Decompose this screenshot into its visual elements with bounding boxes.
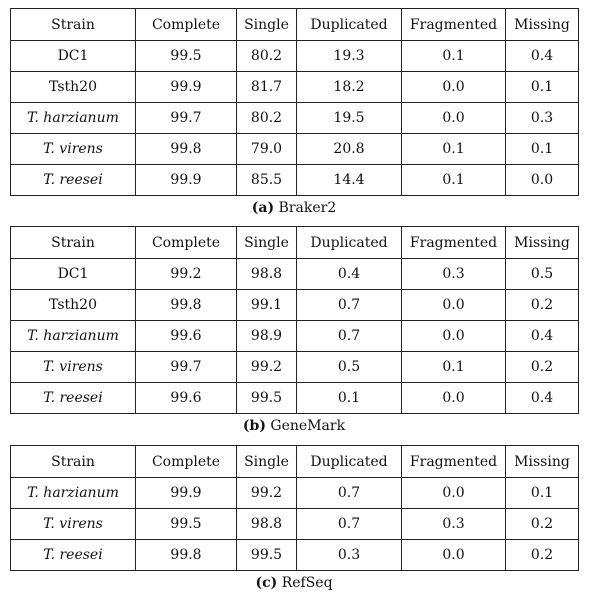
header-duplicated: Duplicated — [297, 227, 402, 259]
header-duplicated: Duplicated — [297, 9, 402, 41]
cell-complete: 99.8 — [136, 540, 237, 571]
header-single: Single — [237, 9, 297, 41]
cell-single: 81.7 — [237, 72, 297, 103]
cell-fragmented: 0.0 — [402, 383, 506, 414]
cell-strain: T. reesei — [11, 165, 136, 196]
cell-fragmented: 0.1 — [402, 134, 506, 165]
cell-strain: T. harzianum — [11, 321, 136, 352]
cell-missing: 0.2 — [506, 290, 579, 321]
table-row — [11, 165, 579, 196]
cell-complete: 99.6 — [136, 383, 237, 414]
cell-single: 80.2 — [237, 41, 297, 72]
table-row — [11, 509, 579, 540]
cell-missing: 0.4 — [506, 41, 579, 72]
cell-single: 79.0 — [237, 134, 297, 165]
cell-fragmented: 0.1 — [402, 165, 506, 196]
cell-fragmented: 0.1 — [402, 352, 506, 383]
cell-complete: 99.9 — [136, 165, 237, 196]
cell-complete: 99.8 — [136, 290, 237, 321]
table-caption — [10, 196, 578, 220]
cell-duplicated: 18.2 — [297, 72, 402, 103]
header-strain: Strain — [11, 9, 136, 41]
cell-missing: 0.2 — [506, 352, 579, 383]
cell-missing: 0.0 — [506, 165, 579, 196]
cell-fragmented: 0.0 — [402, 540, 506, 571]
cell-single: 85.5 — [237, 165, 297, 196]
caption-text: RefSeq — [281, 575, 333, 591]
table-refseq-block — [10, 445, 578, 595]
cell-missing: 0.4 — [506, 383, 579, 414]
header-single: Single — [237, 227, 297, 259]
cell-fragmented: 0.1 — [402, 41, 506, 72]
cell-single: 98.9 — [237, 321, 297, 352]
header-strain: Strain — [11, 227, 136, 259]
cell-duplicated: 19.5 — [297, 103, 402, 134]
cell-missing: 0.1 — [506, 478, 579, 509]
cell-missing: 0.1 — [506, 134, 579, 165]
cell-complete: 99.2 — [136, 259, 237, 290]
busco-table-genemark — [10, 226, 579, 414]
cell-complete: 99.7 — [136, 352, 237, 383]
cell-strain: T. harzianum — [11, 103, 136, 134]
table-row — [11, 540, 579, 571]
header-single: Single — [237, 446, 297, 478]
table-row — [11, 259, 579, 290]
table-row — [11, 383, 579, 414]
cell-single: 99.2 — [237, 478, 297, 509]
header-missing: Missing — [506, 446, 579, 478]
table-row — [11, 290, 579, 321]
table-genemark-block — [10, 226, 578, 438]
cell-strain: DC1 — [11, 41, 136, 72]
cell-missing: 0.3 — [506, 103, 579, 134]
header-row — [11, 9, 579, 41]
cell-strain: T. reesei — [11, 540, 136, 571]
cell-strain: DC1 — [11, 259, 136, 290]
cell-single: 98.8 — [237, 509, 297, 540]
cell-duplicated: 0.7 — [297, 321, 402, 352]
cell-complete: 99.5 — [136, 41, 237, 72]
cell-duplicated: 0.7 — [297, 290, 402, 321]
cell-duplicated: 14.4 — [297, 165, 402, 196]
cell-duplicated: 0.3 — [297, 540, 402, 571]
cell-strain: Tsth20 — [11, 72, 136, 103]
header-missing: Missing — [506, 227, 579, 259]
cell-complete: 99.9 — [136, 72, 237, 103]
cell-fragmented: 0.3 — [402, 259, 506, 290]
cell-duplicated: 0.7 — [297, 509, 402, 540]
caption-tag: (a) — [251, 200, 275, 216]
cell-single: 99.5 — [237, 383, 297, 414]
header-row — [11, 227, 579, 259]
cell-fragmented: 0.3 — [402, 509, 506, 540]
cell-single: 99.1 — [237, 290, 297, 321]
cell-duplicated: 0.7 — [297, 478, 402, 509]
header-missing: Missing — [506, 9, 579, 41]
cell-strain: T. reesei — [11, 383, 136, 414]
caption-text: Braker2 — [278, 200, 337, 216]
table-row — [11, 478, 579, 509]
table-row — [11, 352, 579, 383]
header-fragmented: Fragmented — [402, 446, 506, 478]
cell-missing: 0.5 — [506, 259, 579, 290]
busco-table-braker2 — [10, 8, 579, 196]
header-duplicated: Duplicated — [297, 446, 402, 478]
cell-missing: 0.1 — [506, 72, 579, 103]
header-fragmented: Fragmented — [402, 9, 506, 41]
table-row — [11, 321, 579, 352]
caption-tag: (b) — [242, 418, 266, 434]
cell-duplicated: 19.3 — [297, 41, 402, 72]
cell-fragmented: 0.0 — [402, 72, 506, 103]
cell-complete: 99.6 — [136, 321, 237, 352]
cell-duplicated: 0.5 — [297, 352, 402, 383]
table-braker2-block — [10, 8, 578, 220]
cell-single: 98.8 — [237, 259, 297, 290]
cell-duplicated: 0.1 — [297, 383, 402, 414]
table-row — [11, 41, 579, 72]
cell-missing: 0.2 — [506, 509, 579, 540]
caption-tag: (c) — [255, 575, 278, 591]
cell-complete: 99.7 — [136, 103, 237, 134]
cell-fragmented: 0.0 — [402, 321, 506, 352]
header-fragmented: Fragmented — [402, 227, 506, 259]
cell-single: 80.2 — [237, 103, 297, 134]
table-row — [11, 103, 579, 134]
cell-complete: 99.5 — [136, 509, 237, 540]
cell-missing: 0.2 — [506, 540, 579, 571]
header-complete: Complete — [136, 9, 237, 41]
cell-missing: 0.4 — [506, 321, 579, 352]
busco-table-refseq — [10, 445, 579, 571]
cell-fragmented: 0.0 — [402, 478, 506, 509]
cell-strain: Tsth20 — [11, 290, 136, 321]
cell-strain: T. harzianum — [11, 478, 136, 509]
cell-strain: T. virens — [11, 352, 136, 383]
cell-complete: 99.8 — [136, 134, 237, 165]
table-caption — [10, 414, 578, 438]
table-caption — [10, 571, 578, 595]
cell-single: 99.5 — [237, 540, 297, 571]
header-complete: Complete — [136, 227, 237, 259]
header-row — [11, 446, 579, 478]
cell-complete: 99.9 — [136, 478, 237, 509]
cell-duplicated: 0.4 — [297, 259, 402, 290]
cell-duplicated: 20.8 — [297, 134, 402, 165]
cell-strain: T. virens — [11, 134, 136, 165]
cell-fragmented: 0.0 — [402, 290, 506, 321]
caption-text: GeneMark — [270, 418, 346, 434]
table-row — [11, 72, 579, 103]
table-row — [11, 134, 579, 165]
cell-single: 99.2 — [237, 352, 297, 383]
cell-strain: T. virens — [11, 509, 136, 540]
header-complete: Complete — [136, 446, 237, 478]
cell-fragmented: 0.0 — [402, 103, 506, 134]
header-strain: Strain — [11, 446, 136, 478]
